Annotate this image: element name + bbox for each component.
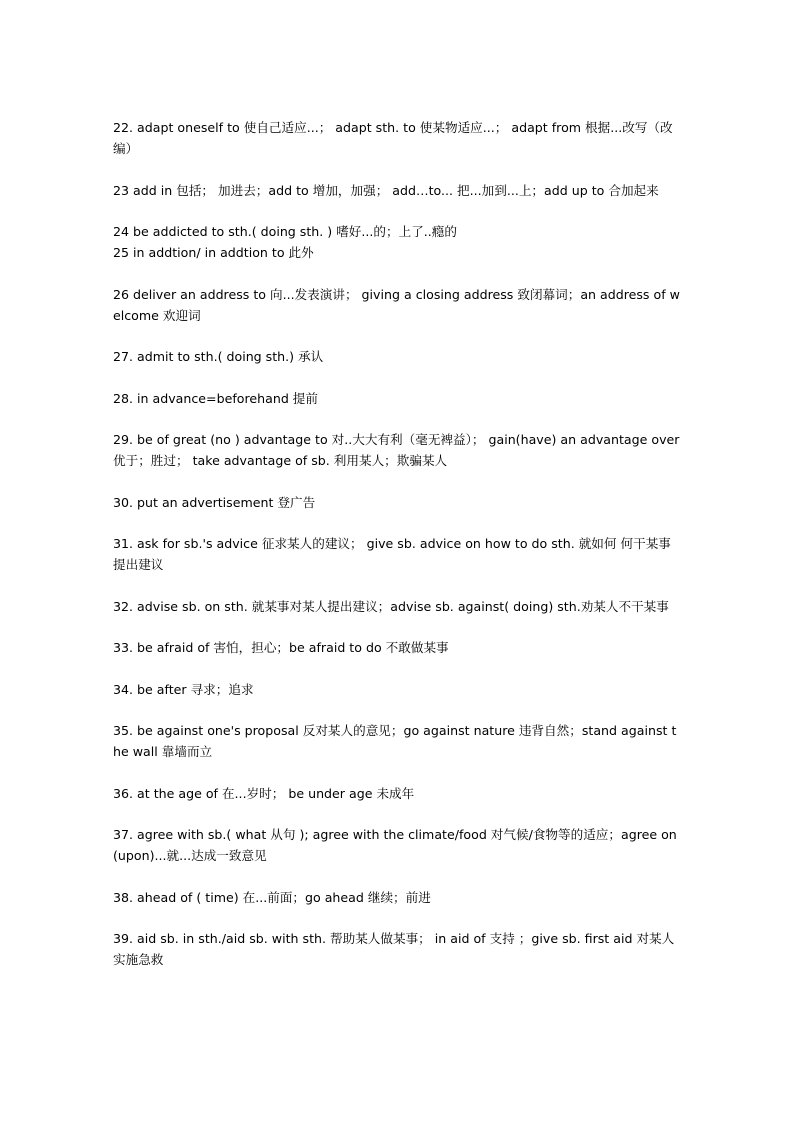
entry-28: 28. in advance=beforehand 提前 (113, 390, 318, 406)
entry-31: 31. ask for sb.'s advice 征求某人的建议； give sb. advice on how to do sth. 就如何 何干某事提出建议 (113, 536, 671, 572)
entry-34: 34. be after 寻求；追求 (113, 681, 254, 697)
entry-29: 29. be of great (no ) advantage to 对..大大有利（毫无裨益）； gain(have) an advantage over 优于；胜过； take advantage of sb. 利用某人；欺骗某人 (113, 432, 680, 468)
entry-36: 36. at the age of 在...岁时； be under age 未成年 (113, 785, 415, 801)
entry-33: 33. be afraid of 害怕，担心；be afraid to do 不敢做某事 (113, 640, 449, 655)
entry-27: 27. admit to sth.( doing sth.) 承认 (113, 349, 324, 364)
vocabulary-list (113, 117, 683, 991)
entry-22: 22. adapt oneself to 使自己适应...； adapt sth. to 使某物适应...； adapt from 根据...改写（改编） (113, 120, 673, 156)
entry-38: 38. ahead of ( time) 在...前面；go ahead 继续；前进 (113, 889, 431, 905)
entry-30: 30. put an advertisement 登广告 (113, 494, 316, 510)
entry-35: 35. be against one's proposal 反对某人的意见；go against nature 违背自然；stand against the wall 靠墙而立 (113, 723, 677, 759)
entry-23: 23 add in 包括； 加进去；add to 增加，加强； add…to... 把...加到...上；add up to 合加起来 (113, 182, 659, 198)
entry-24: 24 be addicted to sth.( doing sth. ) 嗜好...的；上了..瘾的 (113, 224, 457, 239)
entry-26: 26 deliver an address to 向...发表演讲； giving a closing address 致闭幕词；an address of welcome 欢迎词 (113, 286, 680, 323)
entry-25: 25 in addtion/ in addtion to 此外 (113, 245, 314, 260)
entry-32: 32. advise sb. on sth. 就某事对某人提出建议；advise sb. against( doing) sth.劝某人不干某事 (113, 598, 669, 614)
entry-37: 37. agree with sb.( what 从句 ); agree with the climate/food 对气候/食物等的适应；agree on (upon)...就...达成一致意见 (113, 827, 677, 863)
entry-39: 39. aid sb. in sth./aid sb. with sth. 帮助某人做某事； in aid of 支持 ；give sb. first aid 对某人实施急救 (113, 931, 675, 967)
